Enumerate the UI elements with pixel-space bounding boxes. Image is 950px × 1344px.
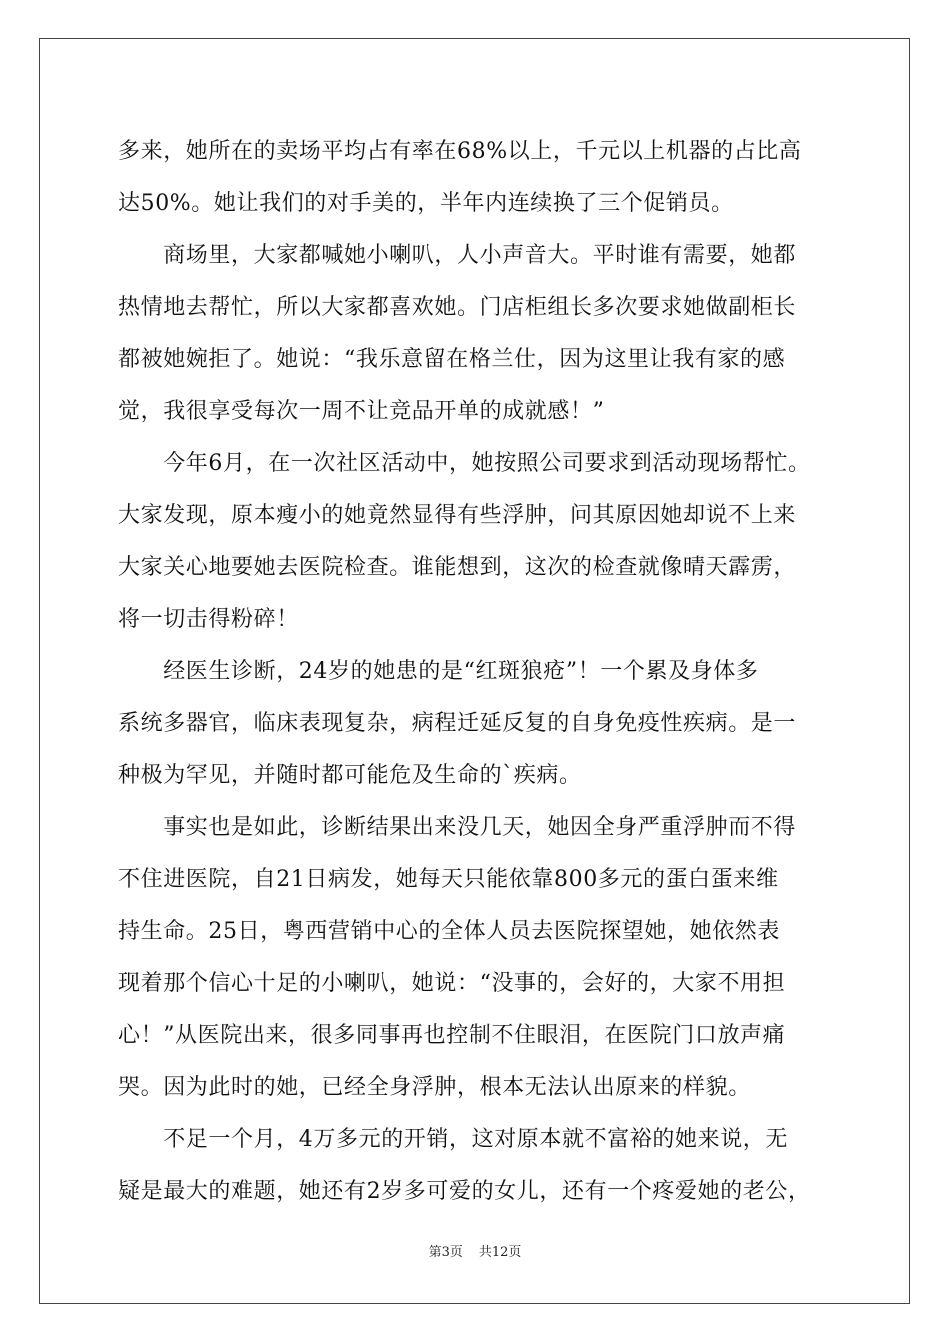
text-line: 哭。因为此时的她，已经全身浮肿，根本无法认出原来的样貌。	[118, 1075, 751, 1100]
text-line: 达50%。她让我们的对手美的，半年内连续换了三个促销员。	[118, 191, 734, 216]
text-line: 都被她婉拒了。她说：“我乐意留在格兰仕，因为这里让我有家的感	[118, 347, 786, 372]
document-body	[118, 126, 838, 1218]
text-line: 热情地去帮忙，所以大家都喜欢她。门店柜组长多次要求她做副柜长	[118, 295, 797, 320]
text-line: 多来，她所在的卖场平均占有率在68%以上，千元以上机器的占比高	[118, 139, 802, 164]
text-line: 觉，我很享受每次一周不让竞品开单的成就感！”	[118, 399, 605, 424]
text-line: 事实也是如此，诊断结果出来没几天，她因全身严重浮肿而不得	[118, 815, 797, 840]
page-number: 第3页	[428, 1245, 463, 1260]
text-line: 经医生诊断，24岁的她患的是“红斑狼疮”！一个累及身体多	[118, 659, 759, 684]
text-line: 心！”从医院出来，很多同事再也控制不住眼泪，在医院门口放声痛	[118, 1023, 786, 1048]
text-line: 疑是最大的难题，她还有2岁多可爱的女儿，还有一个疼爱她的老公，	[118, 1179, 811, 1204]
text-line: 将一切击得粉碎！	[118, 607, 299, 632]
text-line: 今年6月，在一次社区活动中，她按照公司要求到活动现场帮忙。	[118, 451, 811, 476]
page-footer	[0, 1241, 950, 1260]
text-line: 商场里，大家都喊她小喇叭，人小声音大。平时谁有需要，她都	[118, 243, 797, 268]
text-line: 持生命。25日，粤西营销中心的全体人员去医院探望她，她依然表	[118, 919, 780, 944]
text-line: 不住进医院，自21日病发，她每天只能依靠800多元的蛋白蛋来维	[118, 867, 779, 892]
page-total: 共12页	[478, 1245, 522, 1260]
text-line: 不足一个月，4万多元的开销，这对原本就不富裕的她来说，无	[118, 1127, 788, 1152]
text-line: 系统多器官，临床表现复杂，病程迁延反复的自身免疫性疾病。是一	[118, 711, 797, 736]
text-line: 大家发现，原本瘦小的她竟然显得有些浮肿，问其原因她却说不上来	[118, 503, 797, 528]
text-line: 大家关心地要她去医院检查。谁能想到，这次的检查就像晴天霹雳，	[118, 555, 797, 580]
text-line: 现着那个信心十足的小喇叭，她说：“没事的，会好的，大家不用担	[118, 971, 786, 996]
text-line: 种极为罕见，并随时都可能危及生命的`疾病。	[118, 763, 582, 788]
